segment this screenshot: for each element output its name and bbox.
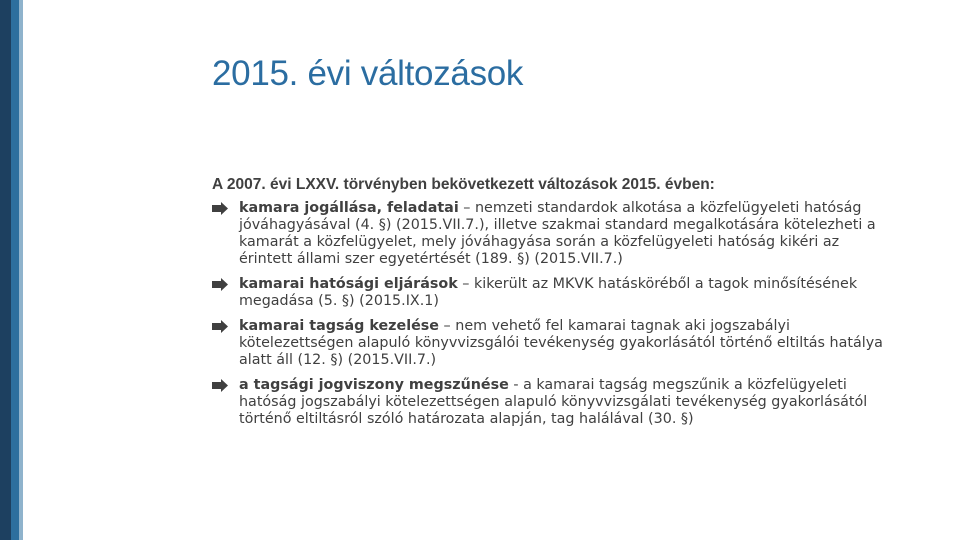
item-text: – nem vehető fel kamarai tagnak aki jogszabályi kötelezettségen alapuló könyvvizsgálói tevékenység gyakorlásától történő eltiltás hatálya alatt áll (12. §) (2015.VII.7.) [239,318,883,368]
arrow-bullet-icon [212,202,228,215]
left-accent-bar-dark [0,0,11,540]
intro-text: A 2007. évi LXXV. törvényben bekövetkezett változások 2015. évben: [212,176,715,193]
list-item [212,276,892,310]
list-item [212,318,892,369]
slide-title: 2015. évi változások [212,54,524,93]
list-item [212,377,892,428]
item-text: - a kamarai tagság megszűnik a közfelügyeleti hatóság jogszabályi kötelezettségen alapuló könyvvizsgálati tevékenység gyakorlásától történő eltiltásról szóló határozata alapján, tag halálával (30. §) [239,377,868,427]
arrow-bullet-icon [212,278,228,291]
arrow-bullet-icon [212,320,228,333]
left-accent-bar-blue [11,0,19,540]
item-heading: a tagsági jogviszony megszűnése [239,377,509,393]
item-text: – nemzeti standardok alkotása a közfelügyeleti hatóság jóváhagyásával (4. §) (2015.VII.7.), illetve szakmai standard megalkotására kötelezheti a kamarát a közfelügyelet, mely jóváhagyása során a közfelügyeleti hatóság kikéri az érintett állami szer egyetértését (189. §) (2015.VII.7.) [239,200,876,267]
slide-content [212,176,892,440]
item-heading: kamarai hatósági eljárások [239,276,458,292]
item-heading: kamarai tagság kezelése [239,318,440,334]
item-text: – kikerült az MKVK hatásköréből a tagok minősítésének megadása (5. §) (2015.IX.1) [239,276,858,309]
item-heading: kamara jogállása, feladatai [239,200,459,216]
arrow-bullet-icon [212,379,228,392]
list-item [212,200,892,268]
left-accent-bar-light [19,0,23,540]
